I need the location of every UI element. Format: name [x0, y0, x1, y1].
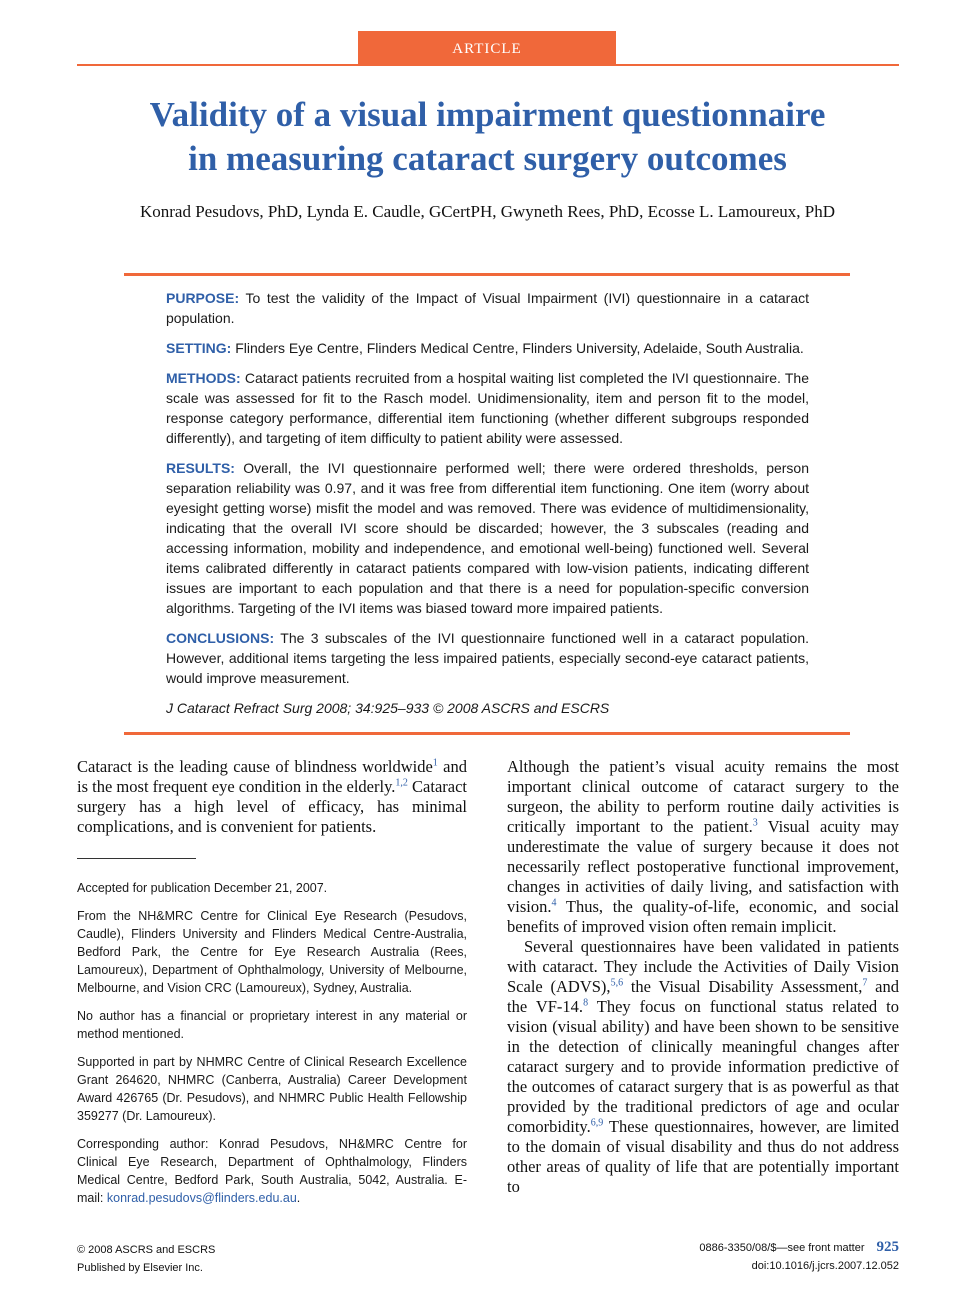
p2-text-a: Several questionnaires have been validated in patients with cataract. They include the Activities of Daily Vision Scale (ADVS),	[507, 937, 899, 996]
conclusions-text: The 3 subscales of the IVI questionnaire functioned well in a cataract population. However, additional items targeting the less impaired patients, especially second-eye cataract patients, would improve measurement.	[166, 630, 810, 686]
footnote-interest: No author has a financial or proprietary interest in any material or method mentioned.	[77, 1009, 467, 1041]
footer-publisher: Published by Elsevier Inc.	[77, 1262, 203, 1274]
footer-copyright: © 2008 ASCRS and ESCRS	[77, 1244, 216, 1256]
p1-text-b: Visual acuity may underestimate the value of surgery because it does not necessarily reflect postoperative functional improvement, changes in activities of daily living, and satisfaction with vision.	[507, 817, 899, 916]
abstract-top-rule	[124, 273, 850, 276]
abstract-purpose	[166, 288, 809, 328]
methods-text: Cataract patients recruited from a hospital waiting list completed the IVI questionnaire. The scale was assessed for fit to the Rasch model. Unidimensionality, item and person fit to the model, response category performance, differential item functioning (whether different subgroups responded differently), and targeting of item difficulty to patient ability were assessed.	[166, 370, 809, 446]
footer-issn: 0886-3350/08/$—see front matter	[699, 1242, 865, 1254]
intro-text-b: and is the most frequent eye condition in the elderly.	[77, 757, 468, 796]
footnote-accepted: Accepted for publication December 21, 2007.	[77, 881, 328, 895]
ref-3[interactable]: 3	[752, 817, 758, 829]
intro-text-c: Cataract surgery has a high level of efficacy, has minimal complications, and is convenient for patients.	[77, 777, 467, 836]
body-paragraph-1	[507, 757, 899, 937]
corresponding-end: .	[296, 1191, 301, 1205]
header-rule	[77, 64, 899, 66]
abstract-methods	[166, 368, 809, 448]
title-line-1: Validity of a visual impairment questionnaire	[149, 95, 826, 134]
purpose-text: To test the validity of the Impact of Visual Impairment (IVI) questionnaire in a cataract population.	[166, 290, 809, 326]
purpose-label: PURPOSE:	[166, 290, 240, 306]
left-column	[77, 757, 467, 1217]
title-line-2: in measuring cataract surgery outcomes	[188, 139, 787, 178]
page-number: 925	[876, 1239, 899, 1255]
ref-6-9[interactable]: 6,9	[590, 1117, 604, 1129]
p2-text-b: the Visual Disability Assessment,	[623, 977, 863, 996]
footer-right	[699, 1239, 899, 1275]
ref-8[interactable]: 8	[583, 997, 589, 1009]
footnote-corresponding	[77, 1135, 467, 1207]
ref-4[interactable]: 4	[551, 897, 557, 909]
ref-7[interactable]: 7	[862, 977, 868, 989]
conclusions-label: CONCLUSIONS:	[166, 630, 275, 646]
email-link[interactable]: konrad.pesudovs@flinders.edu.au	[106, 1191, 297, 1205]
article-title	[40, 93, 935, 181]
abstract-setting	[166, 338, 809, 358]
intro-text-a: Cataract is the leading cause of blindness worldwide	[77, 757, 433, 776]
p2-text-e: These questionnaires, however, are limited to the domain of visual disability and thus do not address other areas of quality of life that are potentially important to	[507, 1117, 899, 1196]
abstract-bottom-rule	[124, 732, 850, 735]
footer-left	[77, 1241, 215, 1277]
footnote-affiliations: From the NH&MRC Centre for Clinical Eye Research (Pesudovs, Caudle), Flinders University and Flinders Medical Centre-Australia, Bedford Park, the Centre for Eye Research Australia (Rees, Lamoureux), Department of Ophthalmology, University of Melbourne, Melbourne, and Vision CRC (Lamoureux), Sydney, Australia.	[77, 909, 467, 995]
intro-paragraph	[77, 757, 467, 837]
results-text: Overall, the IVI questionnaire performed well; there were ordered thresholds, person separation reliability was 0.97, and it was free from differential item functioning. One item (worry about eyesight getting worse) misfit the model and was removed. There was evidence of multidimensionality, indicating that the overall IVI score should be discarded; however, the 3 subscales (reading and accessing information, mobility and independence, and emotional well-being) functioned well. Several items calibrated differently in cataract patients compared with low-vision patients, indicating different issues are important to each population and that there is a need for population-specific conversion algorithms. Targeting of the IVI items was biased toward more impaired patients.	[166, 460, 809, 616]
footnote-support: Supported in part by NHMRC Centre of Clinical Research Excellence Grant 264620, NHMRC (Canberra, Australia) Career Development Award 426765 (Dr. Pesudovs), and NHMRC Public Health Fellowship 359277 (Dr. Lamoureux).	[77, 1055, 467, 1123]
ref-1[interactable]: 1	[432, 757, 438, 769]
author-list: Konrad Pesudovs, PhD, Lynda E. Caudle, GCertPH, Gwyneth Rees, PhD, Ecosse L. Lamoureux, PhD	[139, 202, 836, 221]
right-column	[507, 757, 899, 1197]
p2-text-d: They focus on functional status related to vision (visual ability) and have been shown to be sensitive in the detection of clinically meaningful changes after cataract surgery and to provide information predictive of the outcomes of cataract surgery that is as powerful as that provided by the traditional predictors of age and ocular comorbidity.	[507, 997, 899, 1136]
ref-1-2[interactable]: 1,2	[395, 777, 408, 789]
journal-citation: J Cataract Refract Surg 2008; 34:925–933 © 2008 ASCRS and ESCRS	[166, 700, 610, 716]
p1-text-c: Thus, the quality-of-life, economic, and social benefits of improved vision often remain implicit.	[507, 897, 899, 936]
methods-label: METHODS:	[166, 370, 241, 386]
corresponding-text: Corresponding author: Konrad Pesudovs, NH&MRC Centre for Clinical Eye Research, Department of Ophthalmology, Flinders Medical Centre, Bedford Park, South Australia, 5042, Australia. E-mail:	[77, 1137, 467, 1205]
abstract	[166, 288, 809, 728]
footer-doi[interactable]: doi:10.1016/j.jcrs.2007.12.052	[751, 1260, 899, 1272]
ref-5-6[interactable]: 5,6	[610, 977, 624, 989]
p2-text-c: and the VF-14.	[507, 977, 899, 1016]
footnote-rule	[77, 858, 196, 859]
abstract-results	[166, 458, 809, 618]
section-tag: ARTICLE	[358, 31, 616, 65]
p1-text-a: Although the patient’s visual acuity remains the most important clinical outcome of cataract surgery to the surgeon, the ability to perform routine daily activities is critically important to the patient.	[507, 757, 899, 836]
abstract-conclusions	[166, 628, 809, 688]
results-label: RESULTS:	[166, 460, 235, 476]
setting-text: Flinders Eye Centre, Flinders Medical Centre, Flinders University, Adelaide, South Australia.	[235, 340, 804, 356]
setting-label: SETTING:	[166, 340, 232, 356]
body-paragraph-2	[507, 937, 899, 1197]
